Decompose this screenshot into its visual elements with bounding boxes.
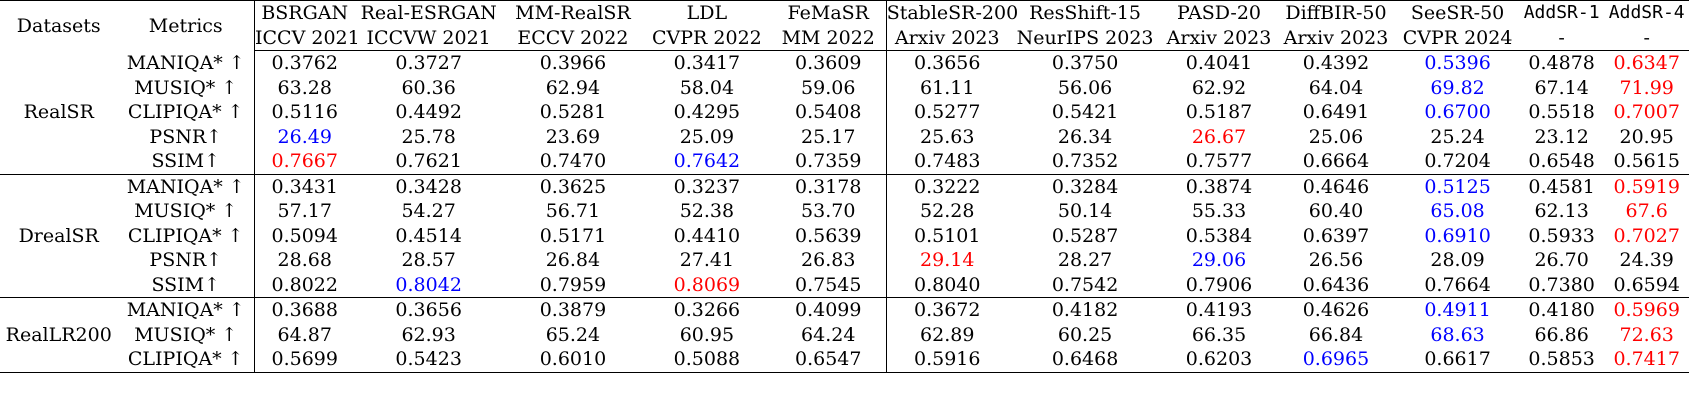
value-cell: 0.3178 — [771, 174, 886, 199]
value-cell: 65.24 — [545, 323, 601, 346]
value-cell: 0.5615 — [1604, 149, 1689, 174]
value-cell: 67.6 — [1625, 200, 1668, 222]
value-cell: 0.5916 — [886, 347, 1008, 372]
value-cell: 0.6965 — [1276, 347, 1397, 372]
value-cell: 26.84 — [545, 249, 601, 271]
value-cell: 62.89 — [920, 323, 975, 346]
header-row-method-names — [0, 1, 1689, 26]
value-cell: 28.68 — [277, 249, 332, 271]
method-venue-header: CVPR 2024 — [1396, 26, 1519, 51]
method-venue-header: - — [1519, 26, 1605, 51]
metric-label: MANIQA* ↑ — [117, 298, 254, 323]
value-cell: 0.7667 — [255, 149, 355, 174]
table-row — [0, 125, 1689, 150]
dataset-label: DrealSR — [0, 174, 117, 298]
value-cell: 20.95 — [1619, 125, 1674, 148]
value-cell: 23.69 — [545, 125, 601, 148]
method-name-header: DiffBIR-50 — [1276, 1, 1397, 26]
value-cell: 50.14 — [1057, 200, 1113, 222]
value-cell: 60.25 — [1057, 323, 1113, 346]
value-cell: 0.5639 — [771, 224, 886, 249]
value-cell: 0.7642 — [643, 149, 771, 174]
value-cell: 0.6664 — [1276, 149, 1397, 174]
method-name-header: MM-RealSR — [503, 1, 643, 26]
method-venue-header: MM 2022 — [771, 26, 886, 51]
value-cell: 0.6617 — [1396, 347, 1519, 372]
method-venue-header: CVPR 2022 — [643, 26, 771, 51]
method-name-header: AddSR-4 — [1604, 1, 1689, 26]
value-cell: 26.49 — [277, 125, 332, 148]
value-cell: 0.5384 — [1185, 224, 1253, 247]
value-cell: 0.3672 — [913, 299, 981, 321]
value-cell: 26.34 — [1057, 125, 1113, 148]
value-cell: 66.35 — [1191, 323, 1247, 346]
metric-label: CLIPIQA* ↑ — [117, 347, 254, 372]
value-cell: 0.7007 — [1613, 101, 1680, 123]
value-cell: 26.56 — [1308, 249, 1364, 271]
value-cell: 62.13 — [1534, 200, 1589, 222]
method-venue-header: ICCV 2021 — [255, 26, 360, 49]
value-cell: 0.7380 — [1519, 273, 1605, 298]
value-cell: 0.8040 — [886, 273, 1008, 298]
value-cell: 0.5933 — [1528, 224, 1595, 247]
method-name-header: PASD-20 — [1162, 1, 1275, 26]
value-cell: 59.06 — [771, 76, 886, 101]
value-cell: 0.4182 — [1051, 299, 1119, 321]
datasets-column-header: Datasets — [0, 1, 117, 51]
value-cell: 0.6594 — [1604, 273, 1689, 298]
metric-label: CLIPIQA* ↑ — [117, 100, 254, 125]
value-cell: 25.17 — [771, 125, 886, 150]
table-body — [0, 51, 1689, 373]
table-row — [0, 100, 1689, 125]
value-cell: 0.7470 — [503, 149, 643, 174]
value-cell: 0.5281 — [539, 101, 607, 123]
value-cell: 0.5125 — [1424, 175, 1491, 198]
value-cell: 62.93 — [401, 323, 456, 346]
value-cell: 25.24 — [1430, 125, 1485, 148]
metric-label: MANIQA* ↑ — [117, 51, 254, 76]
value-cell: 0.5699 — [255, 347, 355, 372]
metrics-column-header: Metrics — [117, 1, 254, 51]
value-cell: 55.33 — [1191, 200, 1247, 222]
table-row — [0, 273, 1689, 298]
method-name-header: LDL — [643, 1, 771, 26]
value-cell: 0.6491 — [1302, 101, 1370, 123]
value-cell: 62.94 — [545, 76, 601, 99]
value-cell: 0.3656 — [913, 52, 981, 74]
value-cell: 52.38 — [679, 200, 735, 222]
value-cell: 0.3688 — [271, 299, 338, 321]
value-cell: 53.70 — [771, 199, 886, 224]
value-cell: 0.4878 — [1528, 52, 1595, 74]
value-cell: 0.7577 — [1162, 149, 1275, 174]
value-cell: 0.3656 — [395, 299, 462, 321]
value-cell: 0.6010 — [503, 347, 643, 372]
value-cell: 0.5518 — [1528, 101, 1595, 123]
value-cell: 0.4911 — [1424, 299, 1491, 321]
table-row — [0, 199, 1689, 224]
value-cell: 0.4492 — [395, 101, 462, 123]
value-cell: 0.3417 — [673, 52, 741, 74]
value-cell: 0.4514 — [395, 224, 462, 247]
value-cell: 0.4180 — [1528, 299, 1595, 321]
value-cell: 71.99 — [1619, 76, 1674, 99]
table-row — [0, 248, 1689, 273]
value-cell: 0.4193 — [1185, 299, 1253, 321]
value-cell: 26.67 — [1191, 125, 1247, 148]
value-cell: 0.7959 — [503, 273, 643, 298]
value-cell: 65.08 — [1430, 200, 1485, 222]
metric-label: MUSIQ* ↑ — [117, 199, 254, 224]
value-cell: 0.7542 — [1008, 273, 1163, 298]
value-cell: 0.5088 — [643, 347, 771, 372]
value-cell: 0.5277 — [913, 101, 981, 123]
value-cell: 64.24 — [771, 323, 886, 348]
method-venue-header: Arxiv 2023 — [1162, 26, 1275, 51]
value-cell: 0.3762 — [271, 52, 338, 74]
metric-label: MANIQA* ↑ — [117, 174, 254, 199]
value-cell: 0.5187 — [1185, 101, 1253, 123]
value-cell: 61.11 — [920, 76, 975, 99]
method-venue-header: ICCVW 2021 — [354, 26, 502, 51]
value-cell: 63.28 — [277, 76, 332, 99]
method-venue-header: - — [1604, 26, 1689, 51]
method-venue-header: NeurIPS 2023 — [1008, 26, 1163, 51]
value-cell: 23.12 — [1534, 125, 1589, 148]
value-cell: 0.5396 — [1424, 52, 1491, 74]
value-cell: 0.7352 — [1008, 149, 1163, 174]
dataset-label: RealSR — [0, 51, 117, 175]
method-name-header: AddSR-1 — [1519, 1, 1605, 26]
value-cell: 0.7545 — [771, 273, 886, 298]
value-cell: 0.5421 — [1051, 101, 1119, 123]
value-cell: 25.78 — [401, 125, 456, 148]
value-cell: 0.7906 — [1162, 273, 1275, 298]
table-row — [0, 76, 1689, 101]
table-row — [0, 51, 1689, 76]
metric-label: PSNR↑ — [117, 248, 254, 273]
value-cell: 0.8069 — [643, 273, 771, 298]
value-cell: 66.86 — [1534, 323, 1589, 346]
value-cell: 24.39 — [1619, 249, 1674, 271]
value-cell: 29.14 — [920, 249, 975, 271]
value-cell: 54.27 — [401, 200, 456, 222]
value-cell: 29.06 — [1191, 249, 1247, 271]
metric-label: SSIM↑ — [117, 273, 254, 298]
value-cell: 58.04 — [679, 76, 735, 99]
value-cell: 0.3750 — [1051, 52, 1119, 74]
value-cell: 25.09 — [679, 125, 735, 148]
metric-label: PSNR↑ — [117, 125, 254, 150]
method-name-header: Real-ESRGAN — [354, 1, 502, 26]
value-cell: 0.3266 — [673, 299, 741, 321]
value-cell: 64.04 — [1308, 76, 1364, 99]
method-name-header: FeMaSR — [771, 1, 886, 26]
value-cell: 56.71 — [545, 200, 601, 222]
method-venue-header: Arxiv 2023 — [886, 26, 1008, 51]
metric-label: MUSIQ* ↑ — [117, 76, 254, 101]
value-cell: 0.4626 — [1302, 299, 1370, 321]
value-cell: 69.82 — [1430, 76, 1485, 99]
value-cell: 0.5408 — [771, 100, 886, 125]
value-cell: 26.83 — [771, 248, 886, 273]
value-cell: 0.3879 — [539, 299, 607, 321]
value-cell: 72.63 — [1619, 323, 1674, 346]
value-cell: 0.5969 — [1613, 299, 1680, 321]
value-cell: 28.27 — [1057, 249, 1113, 271]
value-cell: 0.3222 — [913, 175, 981, 198]
table-row — [0, 298, 1689, 323]
value-cell: 0.8022 — [255, 273, 355, 298]
value-cell: 66.84 — [1308, 323, 1364, 346]
table-row — [0, 174, 1689, 199]
value-cell: 0.3966 — [539, 52, 607, 74]
table-row — [0, 347, 1689, 372]
value-cell: 0.5116 — [271, 101, 338, 123]
value-cell: 64.87 — [277, 323, 332, 346]
value-cell: 0.4295 — [673, 101, 741, 123]
table-row — [0, 323, 1689, 348]
metric-label: SSIM↑ — [117, 149, 254, 174]
value-cell: 0.5094 — [271, 224, 338, 247]
value-cell: 0.4041 — [1185, 52, 1253, 74]
value-cell: 0.7204 — [1396, 149, 1519, 174]
value-cell: 0.4099 — [771, 298, 886, 323]
method-venue-header: ECCV 2022 — [503, 26, 643, 51]
value-cell: 0.6548 — [1519, 149, 1605, 174]
value-cell: 25.63 — [920, 125, 975, 148]
value-cell: 52.28 — [920, 200, 975, 222]
method-name-header: ResShift-15 — [1008, 1, 1163, 26]
value-cell: 0.7359 — [771, 149, 886, 174]
method-name-header: BSRGAN — [255, 1, 355, 26]
value-cell: 0.5287 — [1051, 224, 1119, 247]
table-row — [0, 149, 1689, 174]
value-cell: 0.6910 — [1424, 224, 1491, 247]
value-cell: 27.41 — [679, 249, 735, 271]
value-cell: 0.6700 — [1424, 101, 1491, 123]
value-cell: 56.06 — [1057, 76, 1113, 99]
value-cell: 0.6397 — [1302, 224, 1370, 247]
metric-label: MUSIQ* ↑ — [117, 323, 254, 348]
value-cell: 0.7621 — [354, 149, 502, 174]
value-cell: 28.09 — [1430, 249, 1485, 271]
value-cell: 0.6468 — [1008, 347, 1163, 372]
value-cell: 26.70 — [1534, 249, 1589, 271]
value-cell: 0.8042 — [354, 273, 502, 298]
value-cell: 0.6547 — [771, 347, 886, 372]
value-cell: 0.5171 — [539, 224, 607, 247]
method-name-header: StableSR-200 — [886, 2, 1019, 24]
value-cell: 68.63 — [1430, 323, 1485, 346]
value-cell: 0.6347 — [1613, 52, 1680, 74]
value-cell: 0.7027 — [1613, 224, 1680, 247]
value-cell: 67.14 — [1534, 76, 1589, 99]
value-cell: 0.5101 — [913, 224, 981, 247]
value-cell: 0.7664 — [1396, 273, 1519, 298]
value-cell: 0.3609 — [771, 51, 886, 76]
value-cell: 0.3625 — [539, 175, 607, 198]
value-cell: 0.3428 — [395, 175, 462, 198]
value-cell: 0.4410 — [673, 224, 741, 247]
value-cell: 28.57 — [401, 249, 456, 271]
value-cell: 60.95 — [679, 323, 735, 346]
value-cell: 0.5423 — [354, 347, 502, 372]
value-cell: 0.3284 — [1051, 175, 1119, 198]
value-cell: 0.3727 — [395, 52, 462, 74]
value-cell: 0.5853 — [1519, 347, 1605, 372]
method-venue-header: Arxiv 2023 — [1276, 26, 1397, 51]
value-cell: 0.6203 — [1162, 347, 1275, 372]
metric-label: CLIPIQA* ↑ — [117, 224, 254, 249]
value-cell: 0.7483 — [886, 149, 1008, 174]
value-cell: 0.3874 — [1185, 175, 1253, 198]
value-cell: 0.7417 — [1604, 347, 1689, 372]
value-cell: 0.5919 — [1613, 175, 1680, 198]
value-cell: 0.3237 — [673, 175, 741, 198]
value-cell: 57.17 — [277, 200, 332, 222]
table-row — [0, 224, 1689, 249]
value-cell: 60.40 — [1308, 200, 1364, 222]
dataset-label: RealLR200 — [0, 298, 117, 373]
value-cell: 0.4392 — [1302, 52, 1370, 74]
value-cell: 0.4581 — [1528, 175, 1595, 198]
value-cell: 0.6436 — [1276, 273, 1397, 298]
value-cell: 25.06 — [1308, 125, 1364, 148]
method-name-header: SeeSR-50 — [1396, 1, 1519, 26]
value-cell: 0.3431 — [271, 175, 338, 198]
value-cell: 0.4646 — [1302, 175, 1370, 198]
value-cell: 62.92 — [1191, 76, 1247, 99]
value-cell: 60.36 — [401, 76, 456, 99]
